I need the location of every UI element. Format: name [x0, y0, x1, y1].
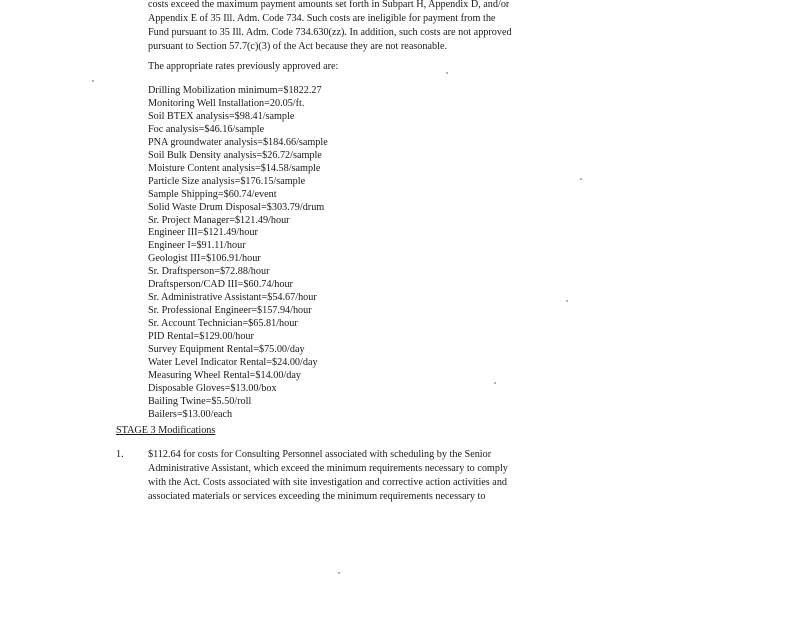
paragraph-line: costs exceed the maximum payment amounts set forth in Subpart H, Appendix D, and/or	[148, 0, 510, 10]
scan-speck	[92, 80, 94, 82]
rate-item: Sr. Professional Engineer=$157.94/hour	[148, 305, 312, 317]
scan-speck	[566, 300, 568, 302]
approved-rates-list	[148, 85, 328, 422]
paragraph-line: pursuant to Section 57.7(c)(3) of the Act because they are not reasonable.	[148, 41, 448, 52]
rate-item: Particle Size analysis=$176.15/sample	[148, 175, 306, 187]
rate-item: Draftsperson/CAD III=$60.74/hour	[148, 279, 293, 291]
rate-item: Sr. Administrative Assistant=$54.67/hour	[148, 292, 317, 304]
rate-item: Disposable Gloves=$13.00/box	[148, 382, 277, 394]
rate-item: Geologist III=$106.91/hour	[148, 253, 261, 265]
scan-speck	[494, 382, 496, 384]
rate-item: Sample Shipping=$60.74/event	[148, 188, 277, 200]
rate-item: Moisture Content analysis=$14.58/sample	[148, 162, 321, 174]
rate-item: Engineer III=$121.49/hour	[148, 227, 258, 239]
rate-item: PID Rental=$129.00/hour	[148, 331, 254, 343]
paragraph-line: Appendix E of 35 Ill. Adm. Code 734. Such costs are ineligible for payment from the	[148, 13, 496, 24]
rate-item: Sr. Account Technician=$65.81/hour	[148, 318, 298, 330]
paragraph-line: Fund pursuant to 35 Ill. Adm. Code 734.630(zz). In addition, such costs are not approved	[148, 27, 512, 38]
paragraph-ineligible-costs	[148, 0, 548, 54]
rate-item: Water Level Indicator Rental=$24.00/day	[148, 357, 318, 369]
rate-item: Bailing Twine=$5.50/roll	[148, 395, 252, 407]
rate-item: Soil Bulk Density analysis=$26.72/sample	[148, 149, 322, 161]
rate-item: Bailers=$13.00/each	[148, 408, 233, 420]
item-line: $112.64 for costs for Consulting Personnel associated with scheduling by the Senior	[148, 449, 492, 460]
rate-item: Measuring Wheel Rental=$14.00/day	[148, 369, 301, 381]
item-line: with the Act. Costs associated with site investigation and corrective action activities and	[148, 477, 508, 488]
item-line: associated materials or services exceeding the minimum requirements necessary to	[148, 491, 486, 502]
scan-speck	[338, 572, 340, 574]
scan-speck	[580, 178, 582, 180]
item-line: Administrative Assistant, which exceed the minimum requirements necessary to comply	[148, 463, 508, 474]
rate-item: Soil BTEX analysis=$98.41/sample	[148, 110, 295, 122]
rate-item: Sr. Project Manager=$121.49/hour	[148, 214, 290, 226]
rate-item: Drilling Mobilization minimum=$1822.27	[148, 85, 322, 96]
rate-item: PNA groundwater analysis=$184.66/sample	[148, 136, 328, 148]
rate-item: Foc analysis=$46.16/sample	[148, 123, 265, 135]
rate-item: Survey Equipment Rental=$75.00/day	[148, 344, 305, 356]
scan-speck	[446, 72, 448, 74]
rate-item: Solid Waste Drum Disposal=$303.79/drum	[148, 201, 325, 213]
section-heading-stage-3: STAGE 3 Modifications	[116, 425, 216, 436]
item-number: 1.	[116, 449, 124, 460]
rate-item: Engineer I=$91.11/hour	[148, 240, 246, 252]
rate-item: Sr. Draftsperson=$72.88/hour	[148, 266, 270, 278]
rates-intro: The appropriate rates previously approved are:	[148, 61, 339, 72]
item-1-text	[148, 448, 508, 504]
rate-item: Monitoring Well Installation=20.05/ft.	[148, 97, 305, 109]
